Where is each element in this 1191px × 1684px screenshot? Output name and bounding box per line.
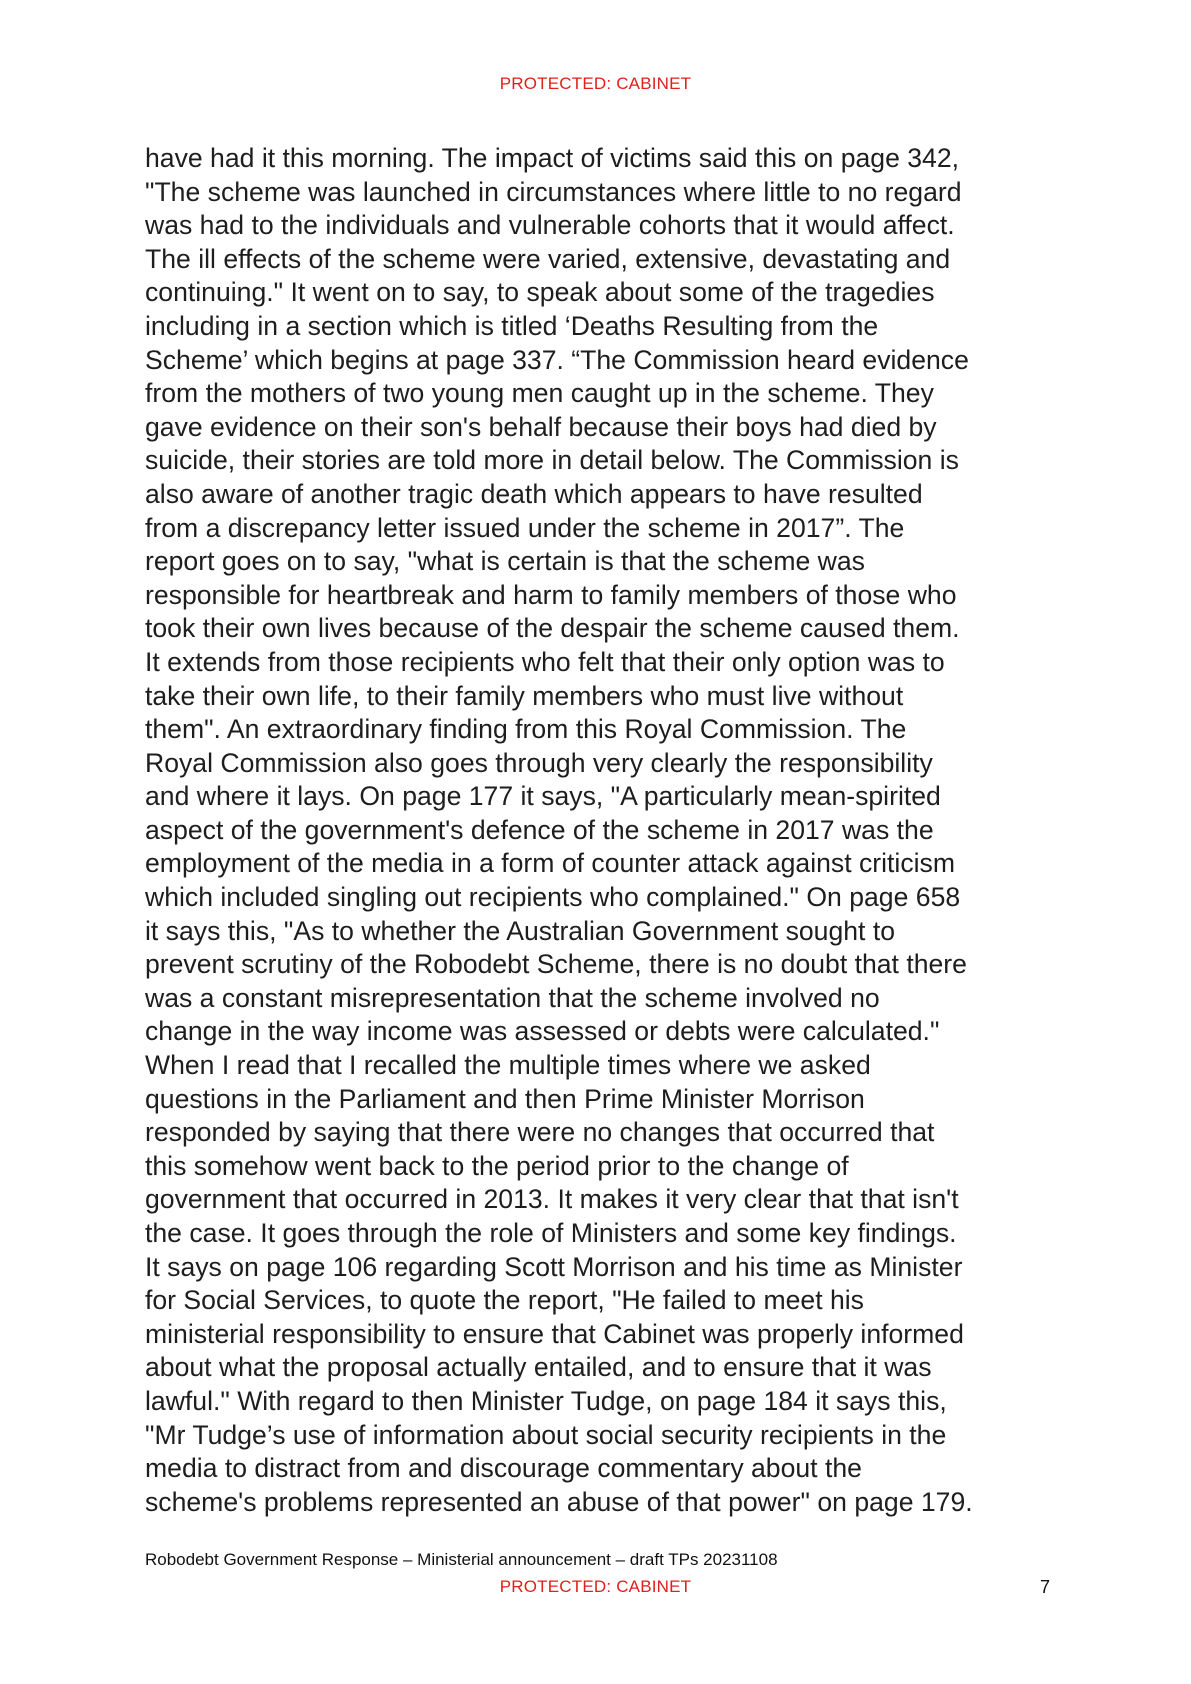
body-line: about what the proposal actually entailed, and to ensure that it was (145, 1352, 932, 1383)
body-line: "Mr Tudge’s use of information about social security recipients in the (145, 1419, 947, 1450)
body-line: lawful." With regard to then Minister Tudge, on page 184 it says this, (145, 1385, 947, 1416)
body-line: gave evidence on their son's behalf because their boys had died by (145, 411, 937, 442)
body-line: When I read that I recalled the multiple times where we asked (145, 1050, 871, 1081)
body-line: media to distract from and discourage commentary about the (145, 1453, 862, 1484)
body-line: was had to the individuals and vulnerable cohorts that it would affect. (145, 210, 955, 241)
page-number: 7 (1040, 1577, 1051, 1597)
body-line: and where it lays. On page 177 it says, "A particularly mean-spirited (145, 781, 941, 812)
body-line: take their own life, to their family members who must live without (145, 680, 904, 711)
body-line: government that occurred in 2013. It makes it very clear that that isn't (145, 1184, 959, 1215)
body-line: them". An extraordinary finding from this Royal Commission. The (145, 714, 907, 745)
body-line: which included singling out recipients who complained." On page 658 (145, 882, 961, 913)
body-line: was a constant misrepresentation that the scheme involved no (145, 982, 880, 1013)
body-line: have had it this morning. The impact of victims said this on page 342, (145, 143, 960, 173)
footer-classification-marking: PROTECTED: CABINET (499, 1577, 692, 1596)
body-line: took their own lives because of the despair the scheme caused them. (145, 613, 960, 644)
body-line: Scheme’ which begins at page 337. “The Commission heard evidence (145, 344, 969, 375)
body-line: the case. It goes through the role of Ministers and some key findings. (145, 1218, 957, 1248)
body-line: aspect of the government's defence of the scheme in 2017 was the (145, 814, 934, 845)
body-line: It says on page 106 regarding Scott Morrison and his time as Minister (145, 1251, 963, 1282)
header-classification-marking: PROTECTED: CABINET (499, 74, 692, 93)
body-line: ministerial responsibility to ensure that Cabinet was properly informed (145, 1318, 964, 1349)
body-line: Royal Commission also goes through very clearly the responsibility (145, 747, 933, 778)
body-line: also aware of another tragic death which appears to have resulted (145, 478, 923, 509)
body-line: continuing." It went on to say, to speak about some of the tragedies (145, 277, 935, 308)
footer-document-title: Robodebt Government Response – Ministerial announcement – draft TPs 20231108 (145, 1550, 778, 1569)
body-line: from a discrepancy letter issued under the scheme in 2017”. The (145, 512, 905, 543)
body-line: "The scheme was launched in circumstances where little to no regard (145, 176, 962, 207)
body-line: responded by saying that there were no changes that occurred that (145, 1117, 935, 1148)
body-line: from the mothers of two young men caught up in the scheme. They (145, 378, 934, 409)
body-line: this somehow went back to the period prior to the change of (145, 1150, 849, 1181)
body-line: The ill effects of the scheme were varied, extensive, devastating and (145, 243, 951, 274)
body-line: employment of the media in a form of counter attack against criticism (145, 848, 955, 879)
body-line: for Social Services, to quote the report, "He failed to meet his (145, 1285, 864, 1316)
body-line: including in a section which is titled ‘Deaths Resulting from the (145, 310, 879, 341)
body-line: it says this, "As to whether the Australian Government sought to (145, 915, 896, 946)
body-line: questions in the Parliament and then Prime Minister Morrison (145, 1083, 865, 1114)
body-line: prevent scrutiny of the Robodebt Scheme, there is no doubt that there (145, 949, 967, 980)
body-paragraph (145, 142, 1065, 1519)
body-line: change in the way income was assessed or debts were calculated." (145, 1016, 940, 1047)
body-line: suicide, their stories are told more in detail below. The Commission is (145, 445, 959, 476)
body-line: report goes on to say, "what is certain is that the scheme was (145, 546, 865, 577)
body-line: scheme's problems represented an abuse of that power" on page 179. (145, 1486, 973, 1517)
body-line: responsible for heartbreak and harm to family members of those who (145, 579, 957, 610)
body-line: It extends from those recipients who felt that their only option was to (145, 646, 945, 677)
